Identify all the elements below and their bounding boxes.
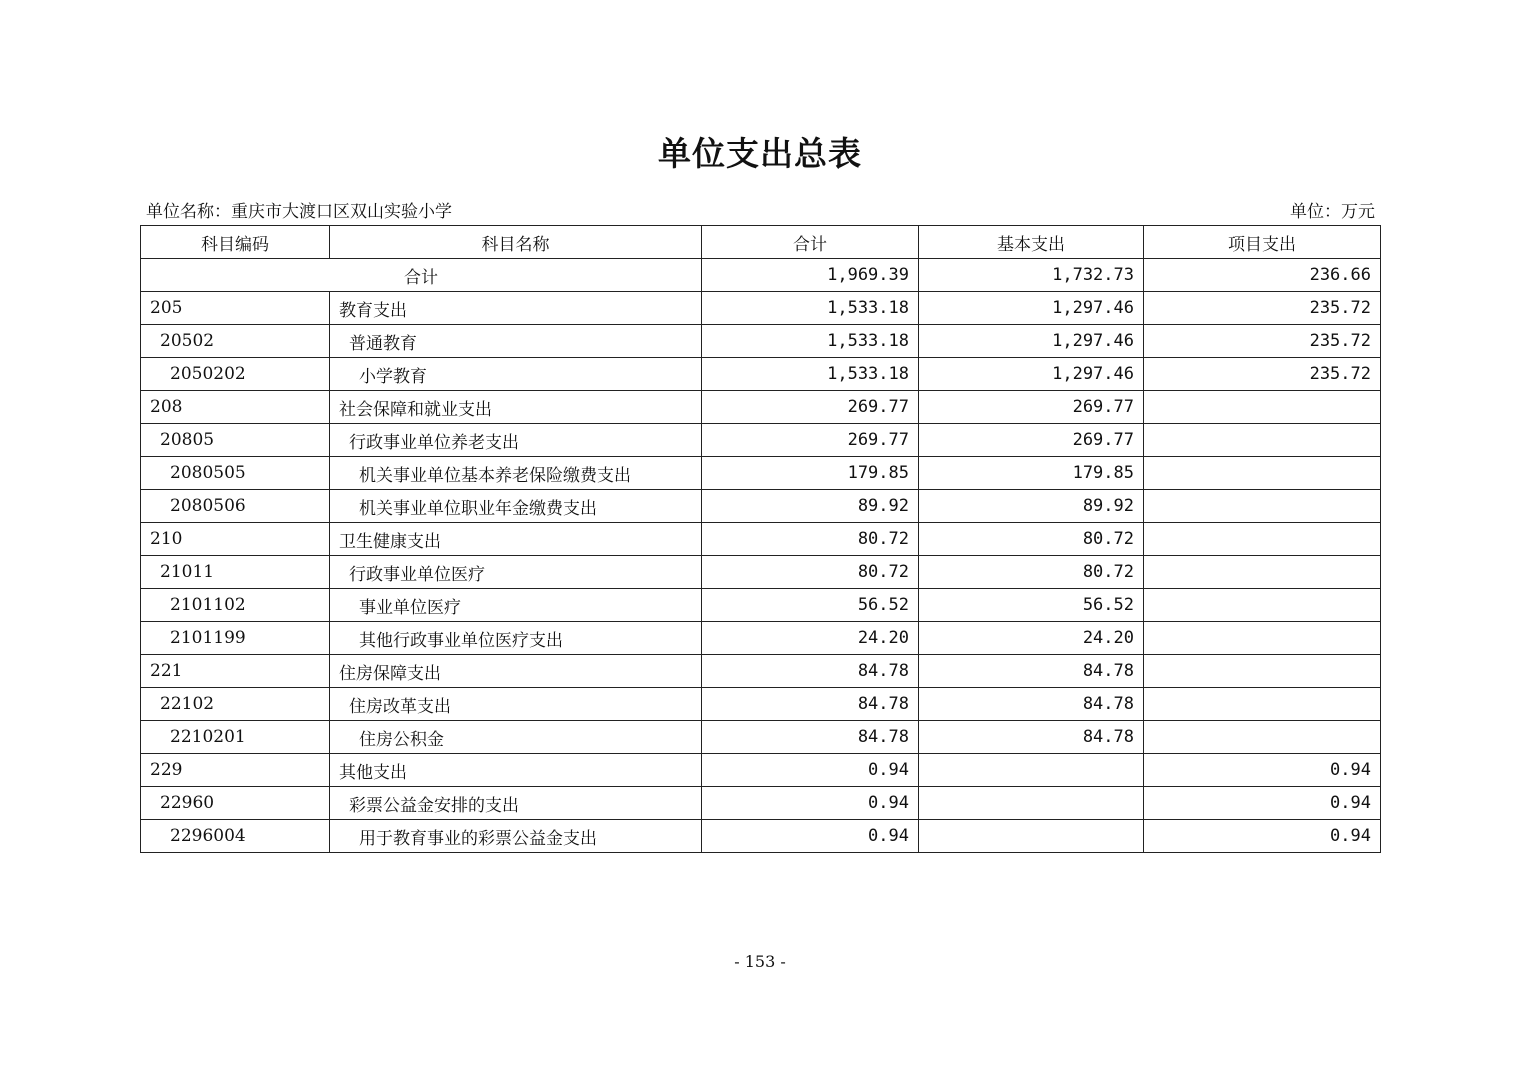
row-basic: 179.85 <box>919 457 1144 490</box>
page-title: 单位支出总表 <box>658 134 862 173</box>
row-total: 89.92 <box>702 490 919 523</box>
row-basic: 269.77 <box>919 424 1144 457</box>
table-row <box>141 655 1381 688</box>
row-name: 教育支出 <box>330 292 702 325</box>
row-basic: 80.72 <box>919 556 1144 589</box>
table-row <box>141 457 1381 490</box>
row-code: 2080505 <box>141 457 330 490</box>
table-header-row <box>141 226 1381 259</box>
currency-unit: 单位：万元 <box>1290 202 1375 222</box>
row-code: 205 <box>141 292 330 325</box>
row-name: 用于教育事业的彩票公益金支出 <box>330 820 702 853</box>
table-row <box>141 754 1381 787</box>
row-total: 56.52 <box>702 589 919 622</box>
row-basic: 89.92 <box>919 490 1144 523</box>
row-project: 0.94 <box>1144 754 1381 787</box>
row-name: 其他行政事业单位医疗支出 <box>330 622 702 655</box>
row-basic <box>919 754 1144 787</box>
row-project: 235.72 <box>1144 292 1381 325</box>
page-number: - 153 - <box>734 952 786 971</box>
row-project <box>1144 490 1381 523</box>
table-row <box>141 787 1381 820</box>
row-basic: 56.52 <box>919 589 1144 622</box>
row-project <box>1144 721 1381 754</box>
row-total: 0.94 <box>702 754 919 787</box>
row-total: 269.77 <box>702 424 919 457</box>
row-name: 行政事业单位医疗 <box>330 556 702 589</box>
row-basic: 1,297.46 <box>919 292 1144 325</box>
unit-name: 单位名称：重庆市大渡口区双山实验小学 <box>146 202 452 222</box>
row-code: 20805 <box>141 424 330 457</box>
table-row <box>141 292 1381 325</box>
total-label: 合计 <box>141 259 702 292</box>
row-name: 社会保障和就业支出 <box>330 391 702 424</box>
row-project <box>1144 622 1381 655</box>
row-name: 住房公积金 <box>330 721 702 754</box>
row-total: 84.78 <box>702 655 919 688</box>
header-total: 合计 <box>702 226 919 259</box>
row-code: 221 <box>141 655 330 688</box>
total-amount: 1,969.39 <box>702 259 919 292</box>
row-code: 2101102 <box>141 589 330 622</box>
total-project: 236.66 <box>1144 259 1381 292</box>
row-total: 1,533.18 <box>702 292 919 325</box>
row-name: 住房改革支出 <box>330 688 702 721</box>
row-basic <box>919 787 1144 820</box>
header-basic: 基本支出 <box>919 226 1144 259</box>
row-basic: 24.20 <box>919 622 1144 655</box>
row-code: 20502 <box>141 325 330 358</box>
table-row <box>141 358 1381 391</box>
row-total: 269.77 <box>702 391 919 424</box>
row-project <box>1144 523 1381 556</box>
table-row <box>141 688 1381 721</box>
table-row <box>141 523 1381 556</box>
row-project: 0.94 <box>1144 820 1381 853</box>
row-total: 179.85 <box>702 457 919 490</box>
row-basic <box>919 820 1144 853</box>
total-basic: 1,732.73 <box>919 259 1144 292</box>
table-row <box>141 490 1381 523</box>
row-code: 229 <box>141 754 330 787</box>
row-code: 2080506 <box>141 490 330 523</box>
row-project <box>1144 655 1381 688</box>
row-name: 普通教育 <box>330 325 702 358</box>
header-name: 科目名称 <box>330 226 702 259</box>
table-row <box>141 721 1381 754</box>
row-project <box>1144 424 1381 457</box>
total-row <box>141 259 1381 292</box>
row-total: 80.72 <box>702 523 919 556</box>
row-code: 208 <box>141 391 330 424</box>
table-row <box>141 589 1381 622</box>
table-row <box>141 424 1381 457</box>
row-total: 0.94 <box>702 787 919 820</box>
table-row <box>141 556 1381 589</box>
row-basic: 269.77 <box>919 391 1144 424</box>
row-project <box>1144 589 1381 622</box>
table-row <box>141 820 1381 853</box>
row-basic: 84.78 <box>919 688 1144 721</box>
row-total: 24.20 <box>702 622 919 655</box>
row-code: 210 <box>141 523 330 556</box>
row-total: 84.78 <box>702 721 919 754</box>
row-name: 住房保障支出 <box>330 655 702 688</box>
row-project <box>1144 391 1381 424</box>
row-basic: 80.72 <box>919 523 1144 556</box>
row-total: 1,533.18 <box>702 325 919 358</box>
row-name: 其他支出 <box>330 754 702 787</box>
row-project: 235.72 <box>1144 358 1381 391</box>
row-name: 彩票公益金安排的支出 <box>330 787 702 820</box>
row-name: 卫生健康支出 <box>330 523 702 556</box>
table-row <box>141 325 1381 358</box>
row-project <box>1144 556 1381 589</box>
header-project: 项目支出 <box>1144 226 1381 259</box>
row-total: 80.72 <box>702 556 919 589</box>
row-name: 机关事业单位职业年金缴费支出 <box>330 490 702 523</box>
expenditure-table <box>140 225 1381 853</box>
table-row <box>141 622 1381 655</box>
row-basic: 1,297.46 <box>919 325 1144 358</box>
row-basic: 1,297.46 <box>919 358 1144 391</box>
row-name: 机关事业单位基本养老保险缴费支出 <box>330 457 702 490</box>
row-total: 84.78 <box>702 688 919 721</box>
row-code: 2101199 <box>141 622 330 655</box>
row-total: 1,533.18 <box>702 358 919 391</box>
header-code: 科目编码 <box>141 226 330 259</box>
row-project: 235.72 <box>1144 325 1381 358</box>
row-project: 0.94 <box>1144 787 1381 820</box>
row-code: 22102 <box>141 688 330 721</box>
row-basic: 84.78 <box>919 721 1144 754</box>
row-total: 0.94 <box>702 820 919 853</box>
row-code: 2296004 <box>141 820 330 853</box>
row-name: 行政事业单位养老支出 <box>330 424 702 457</box>
row-project <box>1144 457 1381 490</box>
row-basic: 84.78 <box>919 655 1144 688</box>
row-name: 小学教育 <box>330 358 702 391</box>
row-name: 事业单位医疗 <box>330 589 702 622</box>
row-code: 22960 <box>141 787 330 820</box>
row-code: 2050202 <box>141 358 330 391</box>
table-row <box>141 391 1381 424</box>
row-code: 2210201 <box>141 721 330 754</box>
row-project <box>1144 688 1381 721</box>
row-code: 21011 <box>141 556 330 589</box>
